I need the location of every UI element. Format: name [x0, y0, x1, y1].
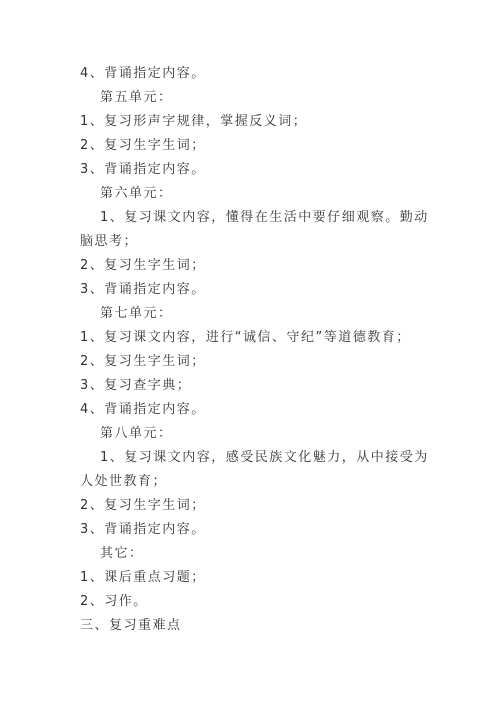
section-heading: 第五单元：	[100, 90, 173, 105]
text-line: 2、复习生字生词；	[80, 258, 206, 273]
text-line: 2、复习生字生词；	[80, 354, 206, 369]
section-heading: 第七单元：	[100, 306, 173, 321]
text-line: 4、背诵指定内容。	[80, 402, 206, 417]
text-line: 2、复习生字生词；	[80, 138, 206, 153]
text-line: 1、课后重点习题；	[80, 570, 206, 585]
text-line: 3、背诵指定内容。	[80, 162, 206, 177]
section-heading: 第六单元：	[100, 186, 173, 201]
section-heading: 其它：	[100, 546, 144, 561]
text-line: 1、复习课文内容，进行“诚信、守纪”等道德教育；	[80, 330, 411, 345]
text-paragraph: 1、复习课文内容，感受民族文化魅力，从中接受为人处世教育；	[80, 450, 429, 489]
text-line: 2、习作。	[80, 594, 148, 609]
text-line: 1、复习形声字规律，掌握反义词；	[80, 114, 308, 129]
text-line: 2、复习生字生词；	[80, 498, 206, 513]
section-heading: 三、复习重难点	[80, 618, 182, 633]
text-line: 4、背诵指定内容。	[80, 66, 206, 81]
text-paragraph: 1、复习课文内容，懂得在生活中要仔细观察。勤动脑思考；	[80, 210, 429, 249]
text-line: 3、背诵指定内容。	[80, 282, 206, 297]
text-line: 3、背诵指定内容。	[80, 522, 206, 537]
text-line: 3、复习查字典；	[80, 378, 192, 393]
section-heading: 第八单元：	[100, 426, 173, 441]
